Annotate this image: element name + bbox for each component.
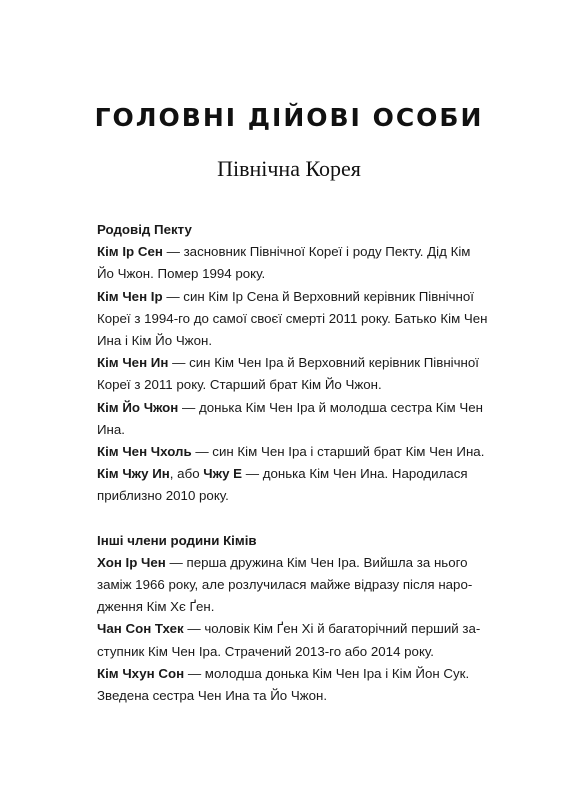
character-list [97,219,487,707]
character-entry [97,441,487,463]
entry-text: — чоловік Кім Ґен Хі й багаторічний перший за- [183,621,481,637]
entry-text: — засновник Північної Кореї і роду Пекту. Дід Кім [162,244,471,260]
character-alias: Чжу Е [203,466,243,482]
character-name: Кім Чжу Ин [97,466,170,482]
entry-text: — син Кім Ір Сена й Верховний керівник Північної [162,288,474,304]
character-name: Кім Ір Сен [97,244,163,260]
character-name: Хон Ір Чен [97,554,166,570]
character-entry [97,352,487,396]
character-name: Кім Чен Ір [97,288,163,304]
entry-text: — син Кім Чен Іра і старший брат Кім Чен Ина. [191,444,485,460]
entry-line: Кореї з 1994-го до самої своєї смерті 2011 року. Батько Кім Чен [97,310,488,326]
entry-line [97,552,487,574]
entry-line [97,241,487,263]
character-name: Кім Чен Ин [97,355,169,371]
character-entry [97,663,487,707]
entry-line [97,441,487,463]
entry-line: Зведена сестра Чен Ина та Йо Чжон. [97,688,328,704]
page-heading: ГОЛОВНІ ДІЙОВІ ОСОБИ [94,103,484,132]
entry-text: — перша дружина Кім Чен Іра. Вийшла за нього [165,554,468,570]
entry-line: ступник Кім Чен Іра. Страчений 2013-го або 2014 року. [97,643,434,659]
character-name: Кім Чхун Сон [97,665,185,681]
character-entry [97,286,487,353]
entry-text: — донька Кім Чен Іра й молодша сестра Кім Чен [178,399,483,415]
entry-text: — син Кім Чен Іра й Верховний керівник Північної [168,355,479,371]
character-entry [97,241,487,285]
character-entry [97,397,487,441]
entry-line [97,463,487,485]
entry-text: , або [169,466,204,482]
character-entry [97,463,487,507]
page-subheading: Північна Корея [217,156,361,181]
entry-line: дження Кім Хє Ґен. [97,599,215,615]
character-entry [97,618,487,662]
entry-line [97,397,487,419]
section-spacer [97,508,487,530]
entry-line: Йо Чжон. Помер 1994 року. [97,266,266,282]
entry-text: — донька Кім Чен Ина. Народилася [242,466,468,482]
entry-line: заміж 1966 року, але розлучилася майже відразу після наро- [97,577,473,593]
entry-line: приблизно 2010 року. [97,488,229,504]
entry-line [97,618,487,640]
entry-line: Ина. [97,421,125,437]
character-name: Кім Йо Чжон [97,399,179,415]
character-name: Чан Сон Тхек [97,621,184,637]
entry-line [97,352,487,374]
entry-line: Ина і Кім Йо Чжон. [97,333,213,349]
section-title: Інші члени родини Кімів [97,532,257,548]
entry-line [97,663,487,685]
character-name: Кім Чен Чхоль [97,444,192,460]
entry-line [97,286,487,308]
entry-line: Кореї з 2011 року. Старший брат Кім Йо Чжон. [97,377,382,393]
entry-text: — молодша донька Кім Чен Іра і Кім Йон Сук. [184,665,470,681]
section-title: Родовід Пекту [97,222,192,237]
character-entry [97,552,487,619]
